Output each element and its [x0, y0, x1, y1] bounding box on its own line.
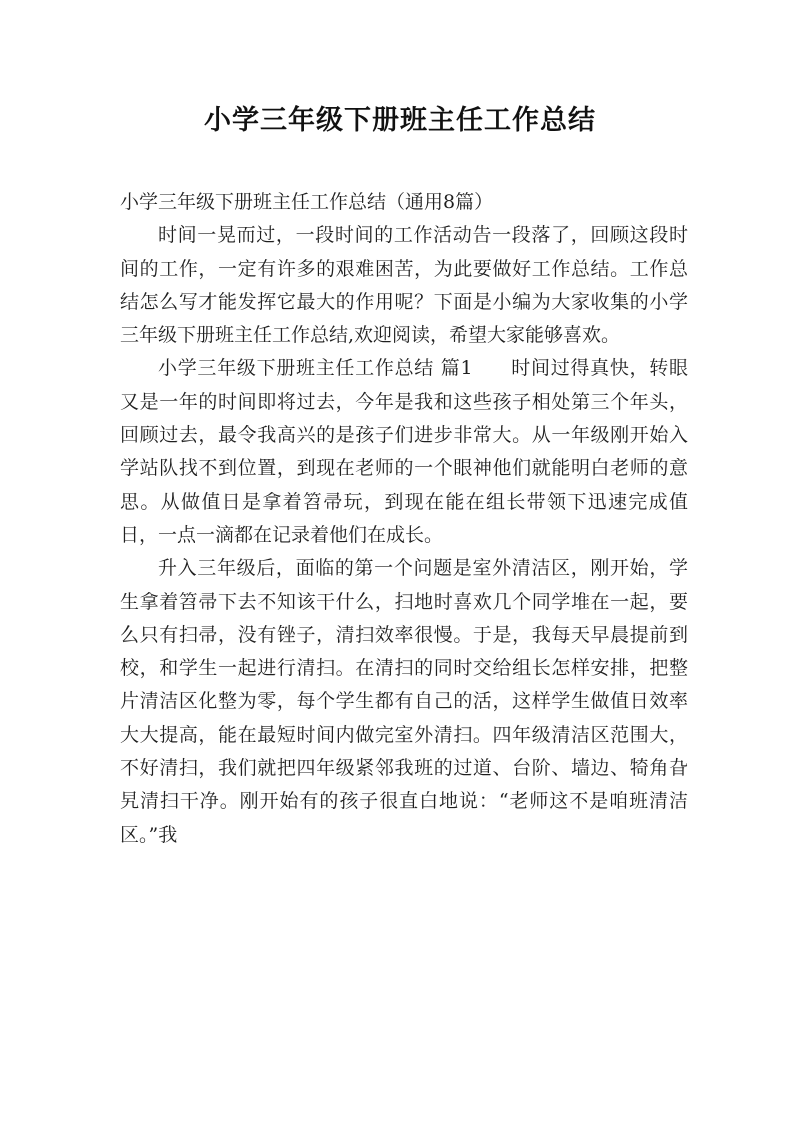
section-1-paragraph-1 [120, 352, 688, 552]
section-1-heading: 小学三年级下册班主任工作总结 篇1 [158, 357, 473, 380]
document-subtitle: 小学三年级下册班主任工作总结（通用8篇） [120, 191, 494, 213]
intro-paragraph: 时间一晃而过，一段时间的工作活动告一段落了，回顾这段时间的工作，一定有许多的艰难困苦，为此要做好工作总结。工作总结怎么写才能发挥它最大的作用呢？下面是小编为大家收集的小学三年级下册班主任工作总结,欢迎阅读，希望大家能够喜欢。 [120, 224, 688, 347]
section-1-paragraph-2: 升入三年级后，面临的第一个问题是室外清洁区，刚开始，学生拿着笤帚下去不知该干什么，扫地时喜欢几个同学堆在一起，要么只有扫帚，没有锉子，清扫效率很慢。于是，我每天早晨提前到校，和学生一起进行清扫。在清扫的同时交给组长怎样安排，把整片清洁区化整为零，每个学生都有自己的活，这样学生做值日效率大大提高，能在最短时间内做完室外清扫。四年级清洁区范围大，不好清扫，我们就把四年级紧邻我班的过道、台阶、墙边、犄角旮旯清扫干净。刚开始有的孩子很直白地说：“老师这不是咱班清洁区。”我 [120, 557, 688, 846]
document-body [120, 186, 688, 852]
section-1-text: 时间过得真快，转眼又是一年的时间即将过去，今年是我和这些孩子相处第三个年头，回顾过去，最令我高兴的是孩子们进步非常大。从一年级刚开始入学站队找不到位置，到现在老师的一个眼神他们就能明白老师的意思。从做值日是拿着笤帚玩，到现在能在组长带领下迅速完成值日，一点一滴都在记录着他们在成长。 [120, 357, 688, 546]
document-title: 小学三年级下册班主任工作总结 [204, 105, 596, 136]
